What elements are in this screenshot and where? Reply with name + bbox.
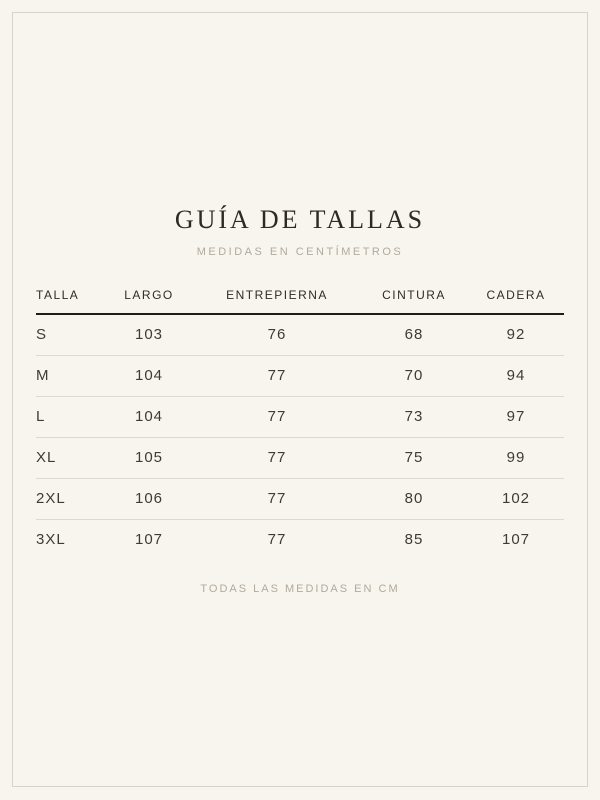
cintura-value: 70 (404, 367, 424, 385)
largo-value: 104 (134, 408, 164, 426)
column-header-entrepierna: ENTREPIERNA (226, 287, 328, 302)
cintura-value: 68 (404, 326, 424, 344)
cadera-value: 107 (501, 531, 531, 549)
largo-value: 103 (134, 326, 164, 344)
table-row-l (36, 396, 564, 437)
cintura-value: 85 (404, 531, 424, 549)
largo-value: 104 (134, 367, 164, 385)
cadera-value: 94 (506, 367, 526, 385)
largo-value: 107 (134, 531, 164, 549)
entrepierna-value: 77 (267, 531, 287, 549)
entrepierna-value: 77 (267, 408, 287, 426)
table-row-3xl (36, 519, 564, 560)
measurements-note: TODAS LAS MEDIDAS EN CM (200, 582, 400, 595)
entrepierna-value: 77 (267, 367, 287, 385)
page-title: GUÍA DE TALLAS (174, 205, 426, 234)
column-header-cadera: CADERA (486, 287, 546, 302)
table-row-m (36, 355, 564, 396)
page-subtitle: MEDIDAS EN CENTÍMETROS (196, 245, 404, 258)
size-label: 3XL (36, 531, 66, 549)
entrepierna-value: 77 (267, 449, 287, 467)
table-header-row (36, 288, 564, 314)
cadera-value: 102 (501, 490, 531, 508)
size-label: L (36, 408, 46, 426)
size-label: XL (36, 449, 57, 467)
size-guide-table (36, 288, 564, 560)
cadera-value: 99 (506, 449, 526, 467)
cadera-value: 92 (506, 326, 526, 344)
table-row-2xl (36, 478, 564, 519)
entrepierna-value: 77 (267, 490, 287, 508)
entrepierna-value: 76 (267, 326, 287, 344)
table-row-xl (36, 437, 564, 478)
largo-value: 106 (134, 490, 164, 508)
largo-value: 105 (134, 449, 164, 467)
cintura-value: 75 (404, 449, 424, 467)
cadera-value: 97 (506, 408, 526, 426)
cintura-value: 80 (404, 490, 424, 508)
column-header-talla: TALLA (36, 287, 80, 302)
column-header-cintura: CINTURA (382, 287, 446, 302)
table-row-s (36, 314, 564, 356)
size-label: S (36, 326, 48, 344)
size-label: 2XL (36, 490, 66, 508)
size-label: M (36, 367, 50, 385)
cintura-value: 73 (404, 408, 424, 426)
column-header-largo: LARGO (124, 287, 174, 302)
